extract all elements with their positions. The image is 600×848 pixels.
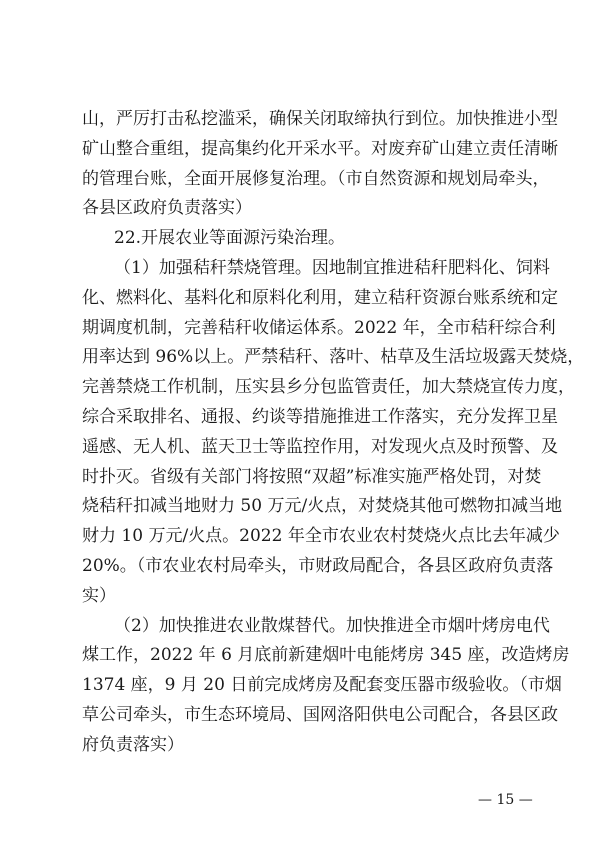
- text-line: 1374 座，9 月 20 日前完成烤房及配套变压器市级验收。（市烟: [82, 675, 562, 696]
- text-line: 化、燃料化、基料化和原料化利用，建立秸秆资源台账系统和定: [82, 287, 558, 308]
- text-line: 20%。（市农业农村局牵头，市财政局配合，各县区政府负责落: [82, 555, 554, 576]
- text-line: 草公司牵头，市生态环境局、国网洛阳供电公司配合，各县区政: [82, 704, 558, 725]
- text-line: 矿山整合重组，提高集约化开采水平。对废弃矿山建立责任清晰: [82, 138, 558, 159]
- text-line: 府负责落实）: [82, 734, 184, 755]
- text-line: （1）加强秸秆禁烧管理。因地制宜推进秸秆肥料化、饲料: [114, 257, 550, 278]
- text-line: 22.开展农业等面源污染治理。: [114, 228, 346, 249]
- text-line: 完善禁烧工作机制，压实县乡分包监管责任，加大禁烧宣传力度，: [82, 377, 575, 398]
- text-line: 各县区政府负责落实）: [82, 198, 252, 219]
- body-text: [82, 105, 585, 761]
- text-line: 实）: [82, 585, 116, 606]
- text-line: 时扑灭。省级有关部门将按照“双超”标准实施严格处罚，对焚: [82, 466, 542, 487]
- text-line: 遥感、无人机、蓝天卫士等监控作用，对发现火点及时预警、及: [82, 436, 558, 457]
- text-line: 综合采取排名、通报、约谈等措施推进工作落实，充分发挥卫星: [82, 406, 558, 427]
- text-line: （2）加快推进农业散煤替代。加快推进全市烟叶烤房电代: [114, 615, 550, 636]
- text-line: 煤工作，2022 年 6 月底前新建烟叶电能烤房 345 座，改造烤房: [82, 645, 570, 666]
- text-line: 财力 10 万元/火点。2022 年全市农业农村焚烧火点比去年减少: [82, 526, 560, 547]
- text-line: 用率达到 96%以上。严禁秸秆、落叶、枯草及生活垃圾露天焚烧，: [82, 347, 585, 368]
- text-line: 烧秸秆扣减当地财力 50 万元/火点，对焚烧其他可燃物扣减当地: [82, 496, 563, 517]
- text-line: 期调度机制，完善秸秆收储运体系。2022 年，全市秸秆综合利: [82, 317, 556, 338]
- text-line: 的管理台账，全面开展修复治理。（市自然资源和规划局牵头，: [82, 168, 550, 189]
- text-line: 山，严厉打击私挖滥采，确保关闭取缔执行到位。加快推进小型: [82, 109, 558, 129]
- page-number: — 15 —: [478, 792, 533, 808]
